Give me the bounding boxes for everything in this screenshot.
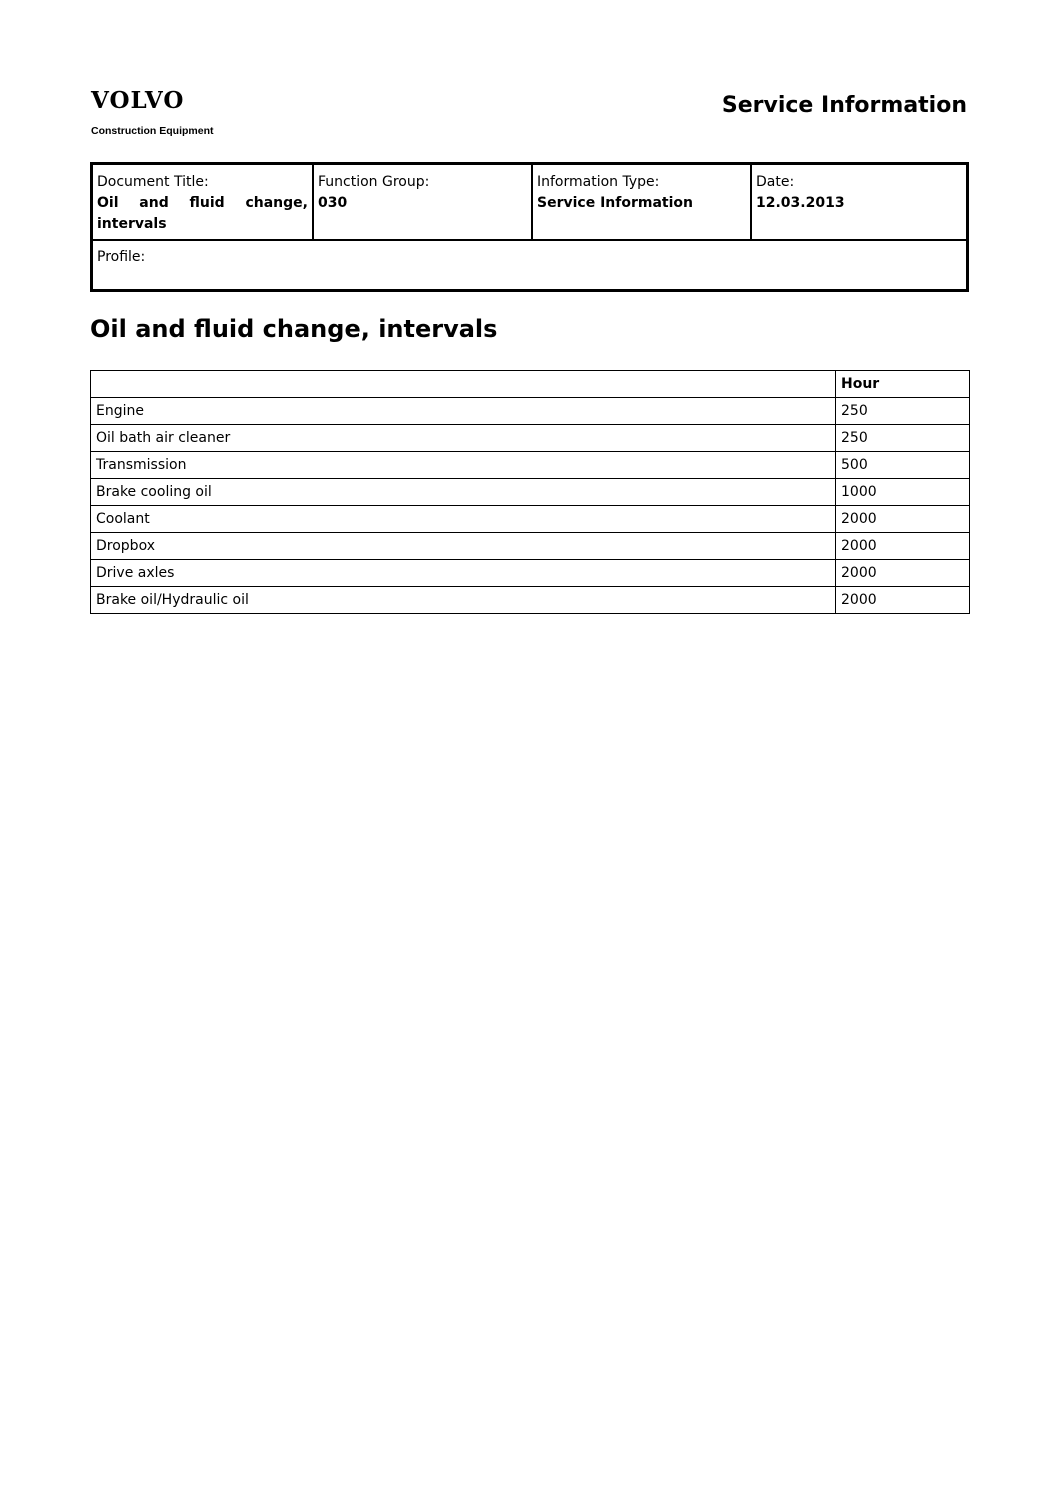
table-header-row — [91, 371, 970, 398]
meta-cell-function-group — [312, 165, 531, 239]
profile-label: Profile: — [97, 249, 146, 265]
table-cell-item: Oil bath air cleaner — [91, 425, 836, 452]
table-cell-hour: 2000 — [836, 587, 970, 614]
table-row — [91, 587, 970, 614]
function-group-label: Function Group: — [318, 174, 430, 190]
table-row — [91, 479, 970, 506]
page-title: Oil and fluid change, intervals — [90, 315, 498, 343]
table-row — [91, 425, 970, 452]
date-label: Date: — [756, 174, 795, 190]
information-type-value: Service Information — [537, 195, 693, 211]
table-row — [91, 398, 970, 425]
table-cell-item: Engine — [91, 398, 836, 425]
meta-row — [93, 165, 966, 241]
table-cell-item: Coolant — [91, 506, 836, 533]
table-cell-item: Dropbox — [91, 533, 836, 560]
document-meta-table — [90, 162, 969, 292]
logo-wordmark: VOLVO — [91, 87, 185, 114]
date-value: 12.03.2013 — [756, 195, 845, 211]
table-cell-hour: 500 — [836, 452, 970, 479]
meta-cell-profile — [93, 241, 966, 268]
table-cell-hour: 2000 — [836, 533, 970, 560]
information-type-label: Information Type: — [537, 174, 660, 190]
document-title-value: Oil and fluid change, intervals — [97, 195, 308, 232]
table-cell-hour: 2000 — [836, 560, 970, 587]
table-header-item — [91, 371, 836, 398]
table-cell-hour: 250 — [836, 398, 970, 425]
table-row — [91, 452, 970, 479]
meta-cell-document-title — [93, 165, 312, 239]
table-header-hour: Hour — [836, 371, 970, 398]
header-title: Service Information — [721, 93, 967, 118]
function-group-value: 030 — [318, 195, 348, 211]
table-row — [91, 560, 970, 587]
volvo-logo — [91, 88, 231, 138]
meta-cell-date — [750, 165, 966, 239]
intervals-table — [90, 370, 970, 614]
table-cell-hour: 2000 — [836, 506, 970, 533]
meta-cell-information-type — [531, 165, 750, 239]
table-cell-hour: 250 — [836, 425, 970, 452]
table-cell-hour: 1000 — [836, 479, 970, 506]
table-cell-item: Brake oil/Hydraulic oil — [91, 587, 836, 614]
table-cell-item: Drive axles — [91, 560, 836, 587]
table-cell-item: Transmission — [91, 452, 836, 479]
document-title-label: Document Title: — [97, 174, 209, 190]
table-cell-item: Brake cooling oil — [91, 479, 836, 506]
logo-subtitle: Construction Equipment — [91, 125, 214, 137]
table-row — [91, 506, 970, 533]
table-row — [91, 533, 970, 560]
